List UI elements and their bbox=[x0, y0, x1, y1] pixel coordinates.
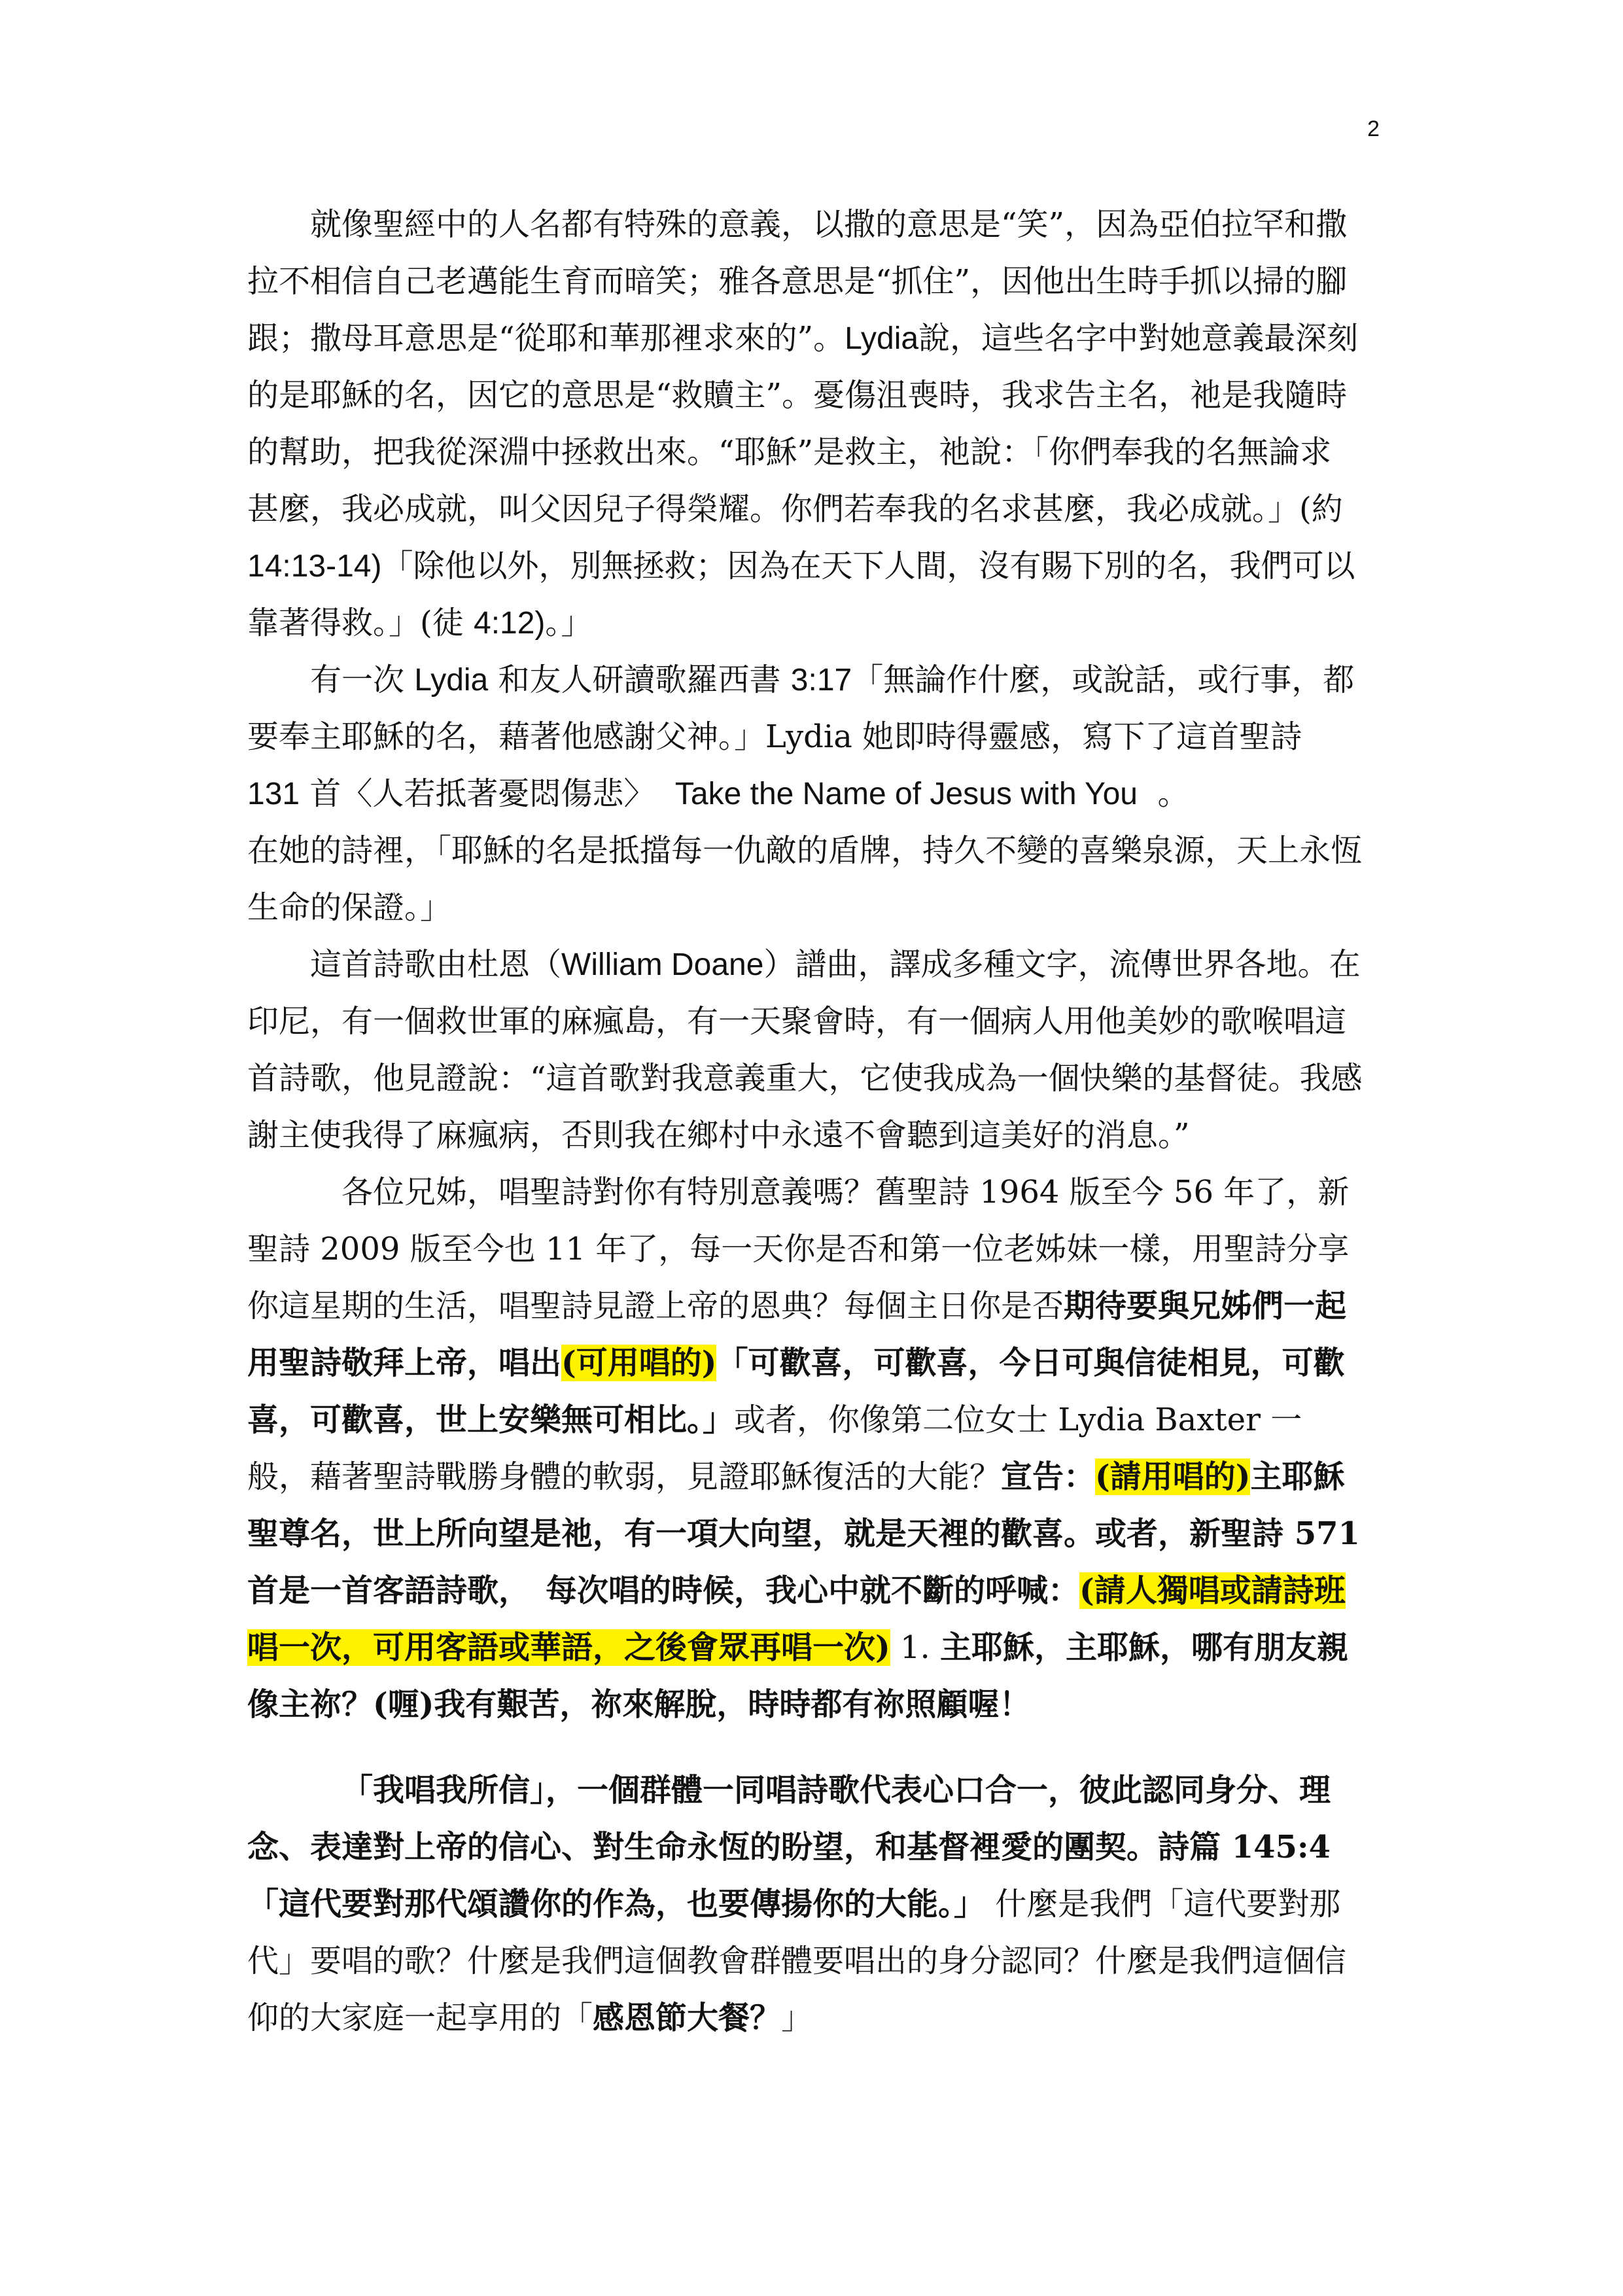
text-run: 「無論作什麼，或說話，或行事，都要奉主耶穌的名，藉著他感謝父神。」Lydia 她即時得靈感，寫下了這首聖詩 bbox=[247, 662, 1355, 755]
scripture-ref-john: 14:13-14) bbox=[247, 549, 382, 584]
text-run: 1. bbox=[890, 1629, 941, 1666]
paragraph-name-meanings bbox=[247, 196, 1363, 652]
paragraph-colossians bbox=[247, 652, 1363, 822]
paragraph-doane bbox=[247, 936, 1363, 1164]
paragraph-sing-what-we-believe bbox=[247, 1762, 1363, 2047]
paragraph-exhortation bbox=[247, 1164, 1363, 1733]
text-run: 。 bbox=[1157, 775, 1189, 812]
bold-lyric: 主耶穌聖尊名，世上所向望是祂，有一項大向望，就是天裡的歡喜。或者，新聖詩 571 首是一首客語詩歌， 每次唱的時候，我心中就不斷的呼喊： bbox=[247, 1458, 1360, 1609]
text-run: 首〈人若抵著憂悶傷悲〉 bbox=[309, 775, 655, 812]
text-run: 」 bbox=[781, 2000, 813, 2036]
text-run: 「除他以外，別無拯救；因為在天下人間，沒有賜下別的名，我們可以靠著得救。」(徒 bbox=[247, 548, 1355, 641]
page-number: 2 bbox=[1367, 116, 1380, 141]
bold-run: 期待要與兄姊們一起用聖詩敬拜上帝，唱出 bbox=[247, 1288, 1347, 1381]
text-run: 這首詩歌由杜恩（ bbox=[310, 946, 562, 983]
highlight-sing-note: (可用唱的) bbox=[561, 1345, 717, 1381]
bold-run: 感恩節大餐？ bbox=[593, 2000, 782, 2036]
name-lydia: Lydia bbox=[845, 321, 919, 356]
text-run: ）譜曲，譯成多種文字，流傳世界各地。在印尼，有一個救世軍的麻瘋島，有一天聚會時，有一個病人用他美妙的歌喉唱這首詩歌，他見證說：“這首歌對我意義重大，它使我成為一個快樂的基督徒。我感謝主使我得了麻瘋病，否則我在鄉村中永遠不會聽到這美好的消息。” bbox=[247, 946, 1363, 1154]
text-run: 說，這些名字中對她意義最深刻的是耶穌的名，因它的意思是“救贖主”。憂傷沮喪時，我求告主名，祂是我隨時的幫助，把我從深淵中拯救出來。“耶穌”是救主，祂說：「你們奉我的名無論求甚麼，我必成就，叫父因兒子得榮耀。你們若奉我的名求甚麼，我必成就。」(約 bbox=[247, 320, 1359, 527]
name-william-doane: William Doane bbox=[561, 947, 764, 982]
highlight-sing-note: (請用唱的) bbox=[1095, 1458, 1251, 1495]
bold-run: 「我唱我所信」，一個群體一同唱詩歌代表心口合一，彼此認同身分、理念、表達對上帝的信心、對生命永恆的盼望，和基督裡愛的團契。詩篇 145:4「這代要對那代頌讚你的作為，也要傳揚你的大能。」 bbox=[247, 1772, 1331, 1922]
text-run: 。」 bbox=[545, 605, 593, 641]
text-run: 有一次 bbox=[310, 662, 405, 698]
text-run: 什麼是我們「這代要對那代」要唱的歌？什麼是我們這個教會群體要唱出的身分認同？什麼是我們這個信仰的大家庭一起享用的「 bbox=[247, 1886, 1347, 2036]
bold-lyric: 主耶穌，主耶穌，哪有朋友親像主祢？(喱)我有艱苦，祢來解脫，時時都有祢照顧喔！ bbox=[247, 1629, 1349, 1723]
bold-run: 宣告： bbox=[1001, 1458, 1096, 1495]
text-run: 各位兄姊，唱聖詩對你有特別意義嗎？舊聖詩 1964 版至今 56 年了，新聖詩 2009 版至今也 11 年了，每一天你是否和第一位老姊妹一樣，用聖詩分享你這星期的生活，唱聖詩見證上帝的恩典？每個主日你是否 bbox=[247, 1174, 1350, 1324]
text-run: 或者，你像第二位女士 Lydia Baxter 一般，藉著聖詩戰勝身體的軟弱，見證耶穌復活的大能？ bbox=[247, 1402, 1302, 1495]
hymn-number: 131 bbox=[247, 777, 300, 811]
text-run: 在她的詩裡，「耶穌的名是抵擋每一仇敵的盾牌，持久不變的喜樂泉源，天上永恆生命的保證。」 bbox=[247, 832, 1363, 926]
hymn-title-english: Take the Name of Jesus with You bbox=[674, 777, 1138, 811]
bold-lyric: 「可歡喜，可歡喜，今日可與信徒相見，可歡喜，可歡喜，世上安樂無可相比。」 bbox=[247, 1345, 1345, 1438]
highlight-solo-note: (請人獨唱或請詩班唱一次，可用客語或華語，之後會眾再唱一次) bbox=[247, 1572, 1346, 1666]
name-lydia: Lydia bbox=[414, 663, 489, 698]
scripture-ref-colossians: 3:17 bbox=[790, 663, 852, 698]
text-run: 和友人研讀歌羅西書 bbox=[498, 662, 781, 698]
scripture-ref-acts: 4:12) bbox=[474, 606, 546, 641]
text-run: 就像聖經中的人名都有特殊的意義，以撒的意思是“笑”，因為亞伯拉罕和撒拉不相信自己老邁能生育而暗笑；雅各意思是“抓住”，因他出生時手抓以掃的腳跟；撒母耳意思是“從耶和華那裡求來的”。 bbox=[247, 206, 1348, 357]
paragraph-her-poem bbox=[247, 822, 1363, 936]
document-body bbox=[247, 196, 1363, 2047]
